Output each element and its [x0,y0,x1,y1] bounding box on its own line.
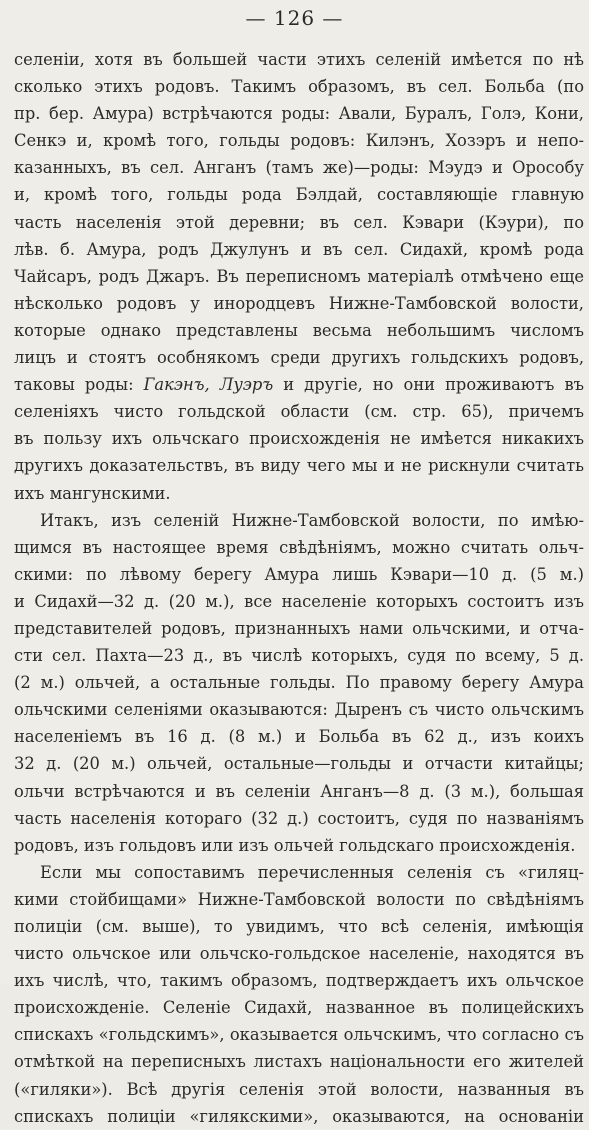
text-line: представителей родовъ, признанныхъ нами ольчскими, и отча- [14,618,584,638]
text-line: 32 д. (20 м.) ольчей, остальные—гольды и отчасти китайцы; [14,754,584,774]
text-line: Чайсаръ, родъ Джаръ. Въ переписномъ матеріалѣ отмѣчено еще [14,266,584,286]
text-line: пр. бер. Амура) встрѣчаются роды: Авали, Буралъ, Голэ, Кони, [14,104,584,124]
text-line: полиціи (см. выше), то увидимъ, что всѣ селенія, имѣющія [14,917,584,936]
text-line: ольчскими селеніями оказываются: Дыренъ съ чисто ольчскимъ [14,700,584,720]
text-line: Сенкэ и, кромѣ того, гольды родовъ: Килэнъ, Хозэръ и непо- [14,131,584,151]
text-line: селеніи, хотя въ большей части этихъ селеній имѣется по нѣ [14,50,584,69]
page-number: — 126 — [245,6,344,30]
text-line: лицъ и стоятъ особнякомъ среди другихъ гольдскихъ родовъ, [14,348,584,368]
text-line: ихъ числѣ, что, такимъ образомъ, подтверждаетъ ихъ ольчское [14,971,584,991]
text-line: и Сидахй—32 д. (20 м.), все населеніе которыхъ состоитъ изъ [14,591,584,611]
text-line: селеніяхъ чисто гольдской области (см. стр. 65), причемъ [14,402,584,422]
italic-clan-name: Гакэнъ, [143,375,210,395]
text-line: сти сел. Пахта—23 д., въ числѣ которыхъ, судя по всему, 5 д. [14,646,584,666]
text-line: часть населенія котораго (32 д.) состоитъ, судя по названіямъ [14,808,584,828]
text-line: чисто ольчское или ольчско-гольдское населеніе, находятся въ [14,944,584,964]
text-line: спискахъ полиціи «гилякскими», оказываются, на основаніи [14,1106,584,1126]
text-line: ольчи встрѣчаются и въ селеніи Анганъ—8 д. (3 м.), большая [14,781,584,801]
text-line: (2 м.) ольчей, а остальные гольды. По правому берегу Амура [14,673,584,693]
text-line: сколько этихъ родовъ. Такимъ образомъ, въ сел. Больба (по [14,77,584,97]
text-line: кими стойбищами» Нижне-Тамбовской волости по свѣдѣніямъ [14,889,584,909]
text-line: другихъ доказательствъ, въ виду чего мы и не рискнули считать [14,456,584,476]
text-line: въ пользу ихъ ольчскаго происхожденія не имѣется никакихъ [14,429,584,449]
text-line: населеніемъ въ 16 д. (8 м.) и Больба въ 62 д., изъ коихъ [14,727,584,747]
text-line: лѣв. б. Амура, родъ Джулунъ и въ сел. Сидахй, кромѣ рода [14,239,584,259]
text-line: часть населенія этой деревни; въ сел. Кэвари (Кэури), по [14,212,584,232]
text-line: скими: по лѣвому берегу Амура лишь Кэвари—10 д. (5 м.) [14,564,584,584]
text-line: щимся въ настоящее время свѣдѣніямъ, можно считать ольч- [14,537,584,557]
text-body [14,46,584,1130]
text-line: спискахъ «гольдскимъ», оказывается ольчскимъ, что согласно съ [14,1025,584,1045]
text-line: Если мы сопоставимъ перечисленныя селенія съ «гиляц- [40,862,584,882]
text-line: таковы роды: Гакэнъ, Луэръ и другіе, но они проживаютъ въ [14,375,584,395]
text-line: казанныхъ, въ сел. Анганъ (тамъ же)—роды: Мэудэ и Орособу [14,158,584,178]
text-line: ихъ мангунскими. [14,483,171,503]
text-line: родовъ, изъ гольдовъ или изъ ольчей гольдскаго происхожденія. [14,835,576,855]
text-line: которые однако представлены весьма небольшимъ числомъ [14,320,584,340]
italic-clan-name: Луэръ [219,375,274,395]
text-line: и, кромѣ того, гольды рода Бэлдай, составляющіе главную [14,185,584,205]
text-line: происхожденіе. Селеніе Сидахй, названное въ полицейскихъ [14,998,584,1018]
text-line: нѣсколько родовъ у инородцевъ Нижне-Тамбовской волости, [14,293,584,313]
text-line: отмѣткой на переписныхъ листахъ національности его жителей [14,1052,584,1072]
text-line: («гиляки»). Всѣ другія селенія этой волости, названныя въ [14,1079,584,1099]
text-line: Итакъ, изъ селеній Нижне-Тамбовской волости, по имѣю- [40,510,584,530]
